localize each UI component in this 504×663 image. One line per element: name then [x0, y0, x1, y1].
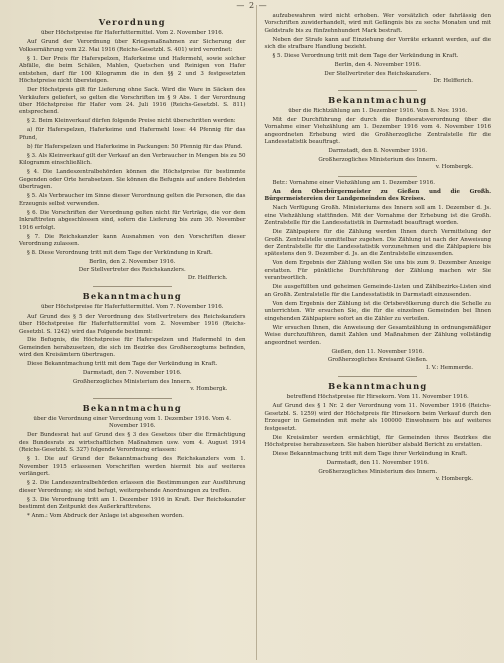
signing-office: Der Stellvertreter des Reichskanzlers. — [78, 267, 186, 274]
page-number: — 2 — — [236, 1, 268, 10]
place-date: Darmstadt, den 8. November 1916. — [328, 148, 428, 155]
paragraph: Diese Bekanntmachung tritt mit dem Tage der Verkündung in Kraft. — [27, 361, 218, 368]
paragraph: § 1. Der Preis für Haferspelzen, Haferkeime und Hafermehl, sowie solcher Abfälle, die beim Schälen, Mahlen, Quetschen und Reinigen von Hafer entstehen, darf für 100 Kilogramm die in den §§ 2 und 3 festgesetzten Höchstpreise nicht übersteigen. — [19, 55, 246, 85]
paragraph: Der Höchstpreis gilt für Lieferung ohne Sack. Wird die Ware in Säcken des Verkäufers geliefert, so gelten die Vorschriften im § 9 Abs. 1 der Verordnung über Höchstpreise für Hafer vom 24. Juli 1916 (Reichs-Gesetzbl. S. 811) entsprechend. — [19, 87, 246, 116]
paragraph: § 5. Als Verbraucher im Sinne dieser Verordnung gelten die Personen, die das Erzeugnis selbst verwenden. — [19, 193, 246, 207]
place-date: Berlin, den 2. November 1916. — [89, 258, 176, 265]
place-date: Darmstadt, den 11. November 1916. — [326, 460, 429, 467]
divider — [93, 286, 172, 287]
paragraph: Von dem Ergebnis der Zählung wollen Sie uns bis zum 9. Dezember Anzeige erstatten. Für pünktliche Durchführung der Zählung machen wir Sie verantwortlich. — [264, 260, 491, 282]
paragraph: § 5. Diese Verordnung tritt mit dem Tage der Verkündung in Kraft. — [272, 53, 459, 60]
paragraph: Nach Verfügung Großh. Ministeriums des Innern soll am 1. Dezember d. Js. eine Viehzählung stattfinden. Mit der Vornahme der Erhebung ist die Großh. Zentralstelle für die Landesstatistik in Darmstadt beauftragt worden. — [264, 205, 491, 227]
divider — [338, 176, 417, 177]
paragraph: § 4. Die Landeszentralbehörden können die Höchstpreise für bestimmte Gegenden oder Orte herabsetzen. Sie können die Befugnis auf andere Behörden übertragen. — [19, 169, 246, 191]
paragraph: Von dem Ergebnis der Zählung ist die Ortsbevölkerung durch die Schelle zu unterrichten. Wir ersuchen Sie, die für die einzelnen Gemeinden bei Ihnen eingehenden Zählpapiere sofort an die Zähler zu verteilen. — [264, 300, 491, 322]
paragraph: Die Zählpapiere für die Zählung werden Ihnen durch Vermittelung der Großh. Zentralstelle unmittelbar zugehen. Die Zählung ist nach der Anweisung der Zentralstelle für die Landesstatistik vorzunehmen und die Zählpapiere bis spätestens den 9. Dezember d. Js. an die Zentralstelle einzusenden. — [264, 229, 491, 258]
paragraph: Auf Grund des § 5 der Verordnung des Stellvertreters des Reichskanzlers über Höchstpreise für Haferfuttermittel vom 2. November 1916 (Reichs-Gesetzbl. S. 1242) wird das Folgende bestimmt: — [19, 313, 246, 335]
paragraph: Auf Grund des § 1 Nr. 2 der Verordnung vom 11. November 1916 (Reichs-Gesetzbl. S. 1259) wird der Höchstpreis für Hirsekorn beim Verkauf durch den Erzeuger in Gemeinden mit mehr als 100000 Einwohnern bis auf weiteres festgesetzt. — [264, 403, 491, 432]
paragraph: § 3. Die Verordnung tritt am 1. Dezember 1916 in Kraft. Der Reichskanzler bestimmt den Zeitpunkt des Außerkrafttretens. — [19, 496, 246, 511]
announcement-hirsekorn — [265, 381, 492, 483]
place-date: Darmstadt, den 7. November 1916. — [82, 370, 182, 377]
paragraph: § 3. Als Kleinverkauf gilt der Verkauf an den Verbraucher in Mengen bis zu 50 Kilogramm einschließlich. — [19, 152, 246, 167]
paragraph: Die ausgefüllten und geheimen Gemeinde-Listen und Zählbezirks-Listen sind an Großh. Zentralstelle für die Landesstatistik in Darmstadt einzusenden. — [264, 284, 491, 298]
paragraph: Wir ersuchen Ihnen, die Anweisung der Gesamtzählung in ordnungsmäßiger Weise durchzuführen, damit Zahlen und Maßnahmen der Zählung vollständig angeordnet werden. — [264, 324, 491, 346]
signature: v. Hombergk. — [435, 475, 473, 482]
ordinance-hafer — [19, 17, 246, 282]
paragraph: Diese Bekanntmachung tritt mit dem Tage ihrer Verkündung in Kraft. — [272, 451, 468, 458]
section-title: Bekanntmachung — [328, 94, 428, 105]
notice-kreisamt — [265, 180, 492, 372]
section-title: Verordnung — [98, 17, 166, 27]
footnote: * Anm.: Vom Abdruck der Anlage ist abgesehen worden. — [27, 513, 184, 520]
left-column — [19, 5, 246, 660]
section-lead: über Höchstpreise für Haferfuttermittel. Vom 2. November 1916. — [40, 29, 224, 36]
section-title: Bekanntmachung — [328, 381, 428, 391]
paragraph: a) für Haferspelzen, Haferkeime und Hafermehl lose: 44 Pfennig für das Pfund, — [19, 127, 246, 141]
section-lead: über die Verordnung einer Verordnung vom 1. Dezember 1916. Vom 4. November 1916. — [33, 415, 232, 429]
signing-office: Großherzogliches Ministerium des Innern. — [72, 378, 192, 385]
divider — [93, 398, 172, 399]
paragraph: Mit der Durchführung der durch die Bundesratsverordnung über die Vornahme einer Viehzählung am 1. Dezember 1916 vom 4. November 1916 angeordneten Erhebung wird die Großherzogliche Zentralstelle für die Landesstatistik beauftragt. — [264, 116, 491, 146]
divider — [338, 90, 417, 91]
paragraph: § 1. Die auf Grund der Bekanntmachung des Reichskanzlers vom 1. November 1915 erlassenen Vorschriften werden hiermit bis auf weiteres verlängert. — [19, 456, 246, 478]
signing-office: Großherzogliches Ministerium des Innern. — [318, 156, 438, 163]
section-lead: betreffend Höchstpreise für Hirsekorn. Vom 11. November 1916. — [286, 393, 469, 400]
paragraph: § 2. Beim Kleinverkauf dürfen folgende Preise nicht überschritten werden: — [27, 118, 236, 125]
place-date: Gießen, den 11. November 1916. — [331, 348, 425, 355]
announcement-bundesrat — [19, 403, 246, 521]
paragraph: Die Kreisämter werden ermächtigt, für Gemeinden ihres Bezirkes die Höchstpreise herabzusetzen. Sie haben hierüber alsbald Bericht zu erstatten. — [264, 434, 491, 449]
paragraph: b) für Haferspelzen und Haferkeime in Packungen: 50 Pfennig für das Pfund. — [27, 143, 243, 150]
signature: v. Hombergk. — [435, 164, 473, 171]
paragraph: Auf Grund der Verordnung über Kriegsmaßnahmen zur Sicherung der Volksernährung vom 22. Mai 1916 (Reichs-Gesetzbl. S. 401) wird verordnet: — [19, 39, 246, 53]
paragraph: § 8. Diese Verordnung tritt mit dem Tage der Verkündung in Kraft. — [27, 249, 213, 256]
section-title: Bekanntmachung — [82, 291, 182, 302]
section-lead: über die Richtzählung am 1. Dezember 1916. Vom 8. Nov. 1916. — [288, 107, 468, 114]
signature: I. V.: Hemmerde. — [426, 364, 473, 371]
announcement-viehzaehlung — [265, 95, 492, 172]
signing-office: Großherzogliches Kreisamt Gießen. — [327, 357, 428, 364]
address-line: An den Oberbürgermeister zu Gießen und die Großh. Bürgermeistereien der Landgemeinden des Kreises. — [264, 188, 491, 203]
divider — [338, 376, 417, 377]
paragraph: Die Befugnis, die Höchstpreise für Haferspelzen und Hafermehl in den Gemeinden herabzusetzen, die sich im Bezirke des Großherzogtums befinden, wird den Kreisämtern übertragen. — [19, 337, 246, 359]
signature: Dr. Helfferich. — [187, 274, 228, 281]
paragraph: Der Bundesrat hat auf Grund des § 3 des Gesetzes über die Ermächtigung des Bundesrats zu wirtschaftlichen Maßnahmen usw. vom 4. August 1914 (Reichs-Gesetzbl. S. 327) folgende Verordnung erlassen: — [19, 432, 246, 454]
paragraph: § 6. Die Vorschriften der Verordnung gelten nicht für Verträge, die vor dem Inkrafttreten abgeschlossen sind, sofern die Lieferung bis zum 30. November 1916 erfolgt. — [19, 209, 246, 231]
section-lead: über Höchstpreise für Haferfuttermittel. Vom 7. November 1916. — [40, 304, 224, 311]
subject-line: Betr.: Vornahme einer Viehzählung am 1. Dezember 1916. — [272, 179, 435, 186]
place-date: Berlin, den 4. November 1916. — [334, 62, 421, 69]
signature: v. Hombergk. — [190, 386, 228, 393]
signature: Dr. Helfferich. — [433, 78, 473, 85]
paragraph: Neben der Strafe kann auf Einziehung der Vorräte erkannt werden, auf die sich die strafbare Handlung bezieht. — [264, 36, 491, 51]
ordinance-continuation — [265, 13, 492, 86]
paragraph: § 7. Die Reichskanzler kann Ausnahmen von den Vorschriften dieser Verordnung zulassen. — [19, 233, 246, 247]
signing-office: Der Stellvertreter des Reichskanzlers. — [324, 70, 432, 77]
paragraph: aufzubewahren wird nicht erhoben. Wer vorsätzlich oder fahrlässig den Vorschriften zuwiderhandelt, wird mit Gefängnis bis zu sechs Monaten und mit Geldstrafe bis zu fünfzehnhundert Mark bestraft. — [264, 13, 491, 34]
paragraph: § 2. Die Landeszentralbehörden erlassen die Bestimmungen zur Ausführung dieser Verordnung; sie sind befugt, weitergehende Anordnungen zu treffen. — [19, 480, 246, 494]
signing-office: Großherzogliches Ministerium des Innern. — [318, 468, 438, 475]
announcement-hafer-hessen — [19, 291, 246, 393]
section-title: Bekanntmachung — [82, 402, 182, 413]
right-column — [256, 5, 492, 660]
